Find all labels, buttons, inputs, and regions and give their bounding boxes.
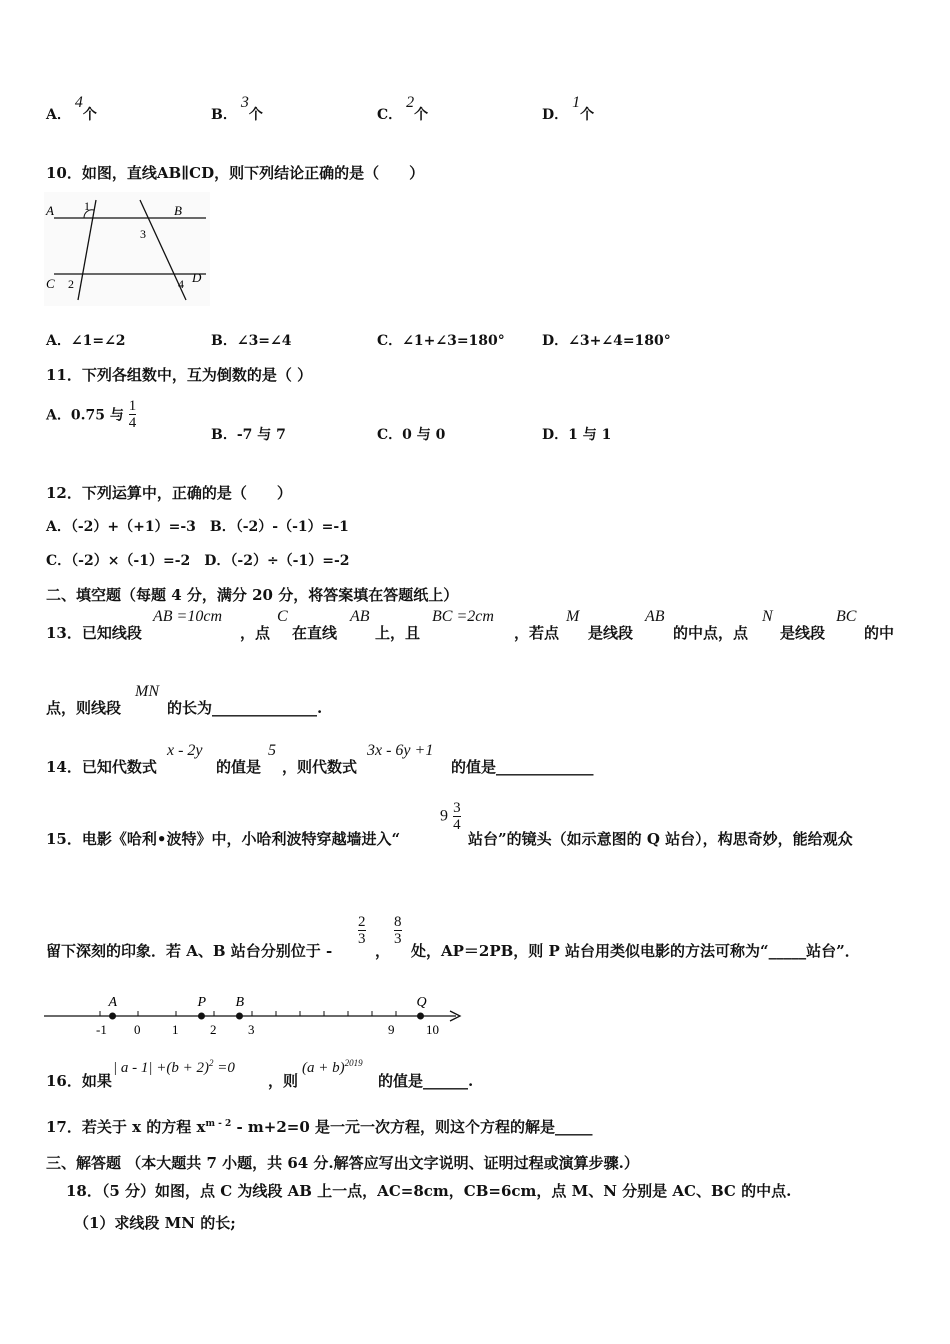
label-d: D (192, 270, 202, 285)
q13-line2-m: MN (135, 683, 159, 700)
q12-options-line2: C．（-2）×（-1）=-2 D．（-2）÷（-1）=-2 (46, 553, 350, 569)
label-angle4: 4 (178, 277, 184, 291)
number-line-point-label: A (108, 995, 118, 1010)
q16-m2: $(a + b)^{2019}$ (302, 1058, 363, 1076)
q15-fraction-b: 8 3 (394, 914, 402, 947)
number-line-point (236, 1013, 243, 1020)
q15-line2-a: 留下深刻的印象．若 A、B 站台分别位于 - (46, 942, 333, 960)
q11-option-b: B．-7 与 7 (211, 427, 286, 443)
q13-m4: BC =2cm (432, 608, 494, 625)
number-line-tick-label: 1 (172, 1022, 179, 1037)
q13-m2: C (277, 608, 288, 625)
number-line-point (417, 1013, 424, 1020)
q13-m8: BC (836, 608, 857, 625)
q15-number-line (40, 990, 470, 1040)
q13-t8: 是线段 (780, 624, 826, 642)
q16-t3: 的值是______. (378, 1072, 474, 1090)
number-line-point (198, 1013, 205, 1020)
q15-t2: 站台”的镜头（如示意图的 Q 站台），构思奇妙，能给观众 (468, 830, 853, 848)
q14-t1: 14．已知代数式 (46, 758, 157, 776)
q14-m2: 5 (268, 742, 276, 759)
number-line-point-label: P (197, 995, 207, 1010)
q10-option-a: A．∠1=∠2 (46, 333, 126, 349)
q15-line2-b: 处，AP＝2PB，则 P 站台用类似电影的方法可称为“_____站台”． (411, 942, 860, 960)
q15-t1: 15．电影《哈利•波特》中，小哈利波特穿越墙进入“ (46, 830, 401, 848)
q16-m1: | $a - 1| +(b + 2)^2 =0$ (113, 1058, 235, 1076)
label-angle2: 2 (68, 277, 74, 291)
q11-option-c: C．0 与 0 (377, 427, 446, 443)
q13-m1: AB =10cm (153, 608, 222, 625)
q16-t2: ，则 (268, 1072, 299, 1090)
q9-option-d: D．1个 (542, 94, 595, 123)
q13-t1: 13．已知线段 (46, 624, 142, 642)
q10-option-c: C．∠1+∠3=180° (377, 333, 505, 349)
number-line-tick-label: 2 (210, 1022, 217, 1037)
q13-line2-b: 的长为______________. (167, 699, 323, 717)
q13-t9: 的中 (864, 624, 895, 642)
section2-heading: 二、填空题（每题 4 分，满分 20 分，将答案填在答题纸上） (46, 586, 459, 604)
q17-line: 17．若关于 x 的方程 $x^{m - 2} - m+2=0$ 是一元一次方程，则这个方程的解是_____ (46, 1118, 593, 1136)
q11-stem: 11．下列各组数中，互为倒数的是（ ） (46, 366, 313, 384)
q18-stem: 18．（5 分）如图，点 C 为线段 AB 上一点，AC=8cm，CB=6cm，点 M、N 分别是 AC、BC 的中点. (66, 1182, 792, 1200)
q11-option-d: D．1 与 1 (542, 427, 612, 443)
q14-t4: 的值是_____________ (451, 758, 594, 776)
q13-t6: 是线段 (588, 624, 634, 642)
q13-m3: AB (350, 608, 370, 625)
label-c: C (46, 276, 55, 291)
number-line-point-label: Q (416, 995, 427, 1010)
label-angle3: 3 (140, 227, 146, 241)
q9-option-c: C．2个 (377, 94, 429, 123)
number-line-tick-label: 0 (134, 1022, 141, 1037)
q14-m1: x - 2y (167, 742, 203, 759)
number-line-ticks (96, 1011, 439, 1037)
q13-m5: M (566, 608, 580, 625)
label-a: A (46, 203, 54, 218)
number-line-tick-label: 3 (248, 1022, 255, 1037)
number-line-point (109, 1013, 116, 1020)
q9-option-a: A．4个 (46, 94, 97, 123)
q11-fraction: $\frac{1}{4}$ (128, 398, 137, 431)
q13-line2-a: 点，则线段 (46, 699, 122, 717)
q14-m3: 3x - 6y +1 (367, 742, 434, 759)
label-angle1: 1 (84, 199, 90, 213)
q12-stem: 12．下列运算中，正确的是（ ） (46, 484, 292, 502)
q13-m7: N (762, 608, 773, 625)
q10-figure (44, 192, 210, 306)
number-line-tick-label: 9 (388, 1022, 395, 1037)
number-line-point-label: B (235, 995, 245, 1010)
q15-mixed-number: 9 $\frac{3}{4}$ (440, 800, 461, 833)
q18-sub1: （1）求线段 MN 的长; (74, 1214, 236, 1232)
q13-t5: ，若点 (514, 624, 560, 642)
q11-option-a: A．0.75 与 $\frac{1}{4}$ (46, 398, 137, 431)
q13-t7: 的中点，点 (673, 624, 749, 642)
q13-t2: ，点 (240, 624, 271, 642)
section3-heading: 三、解答题 （本大题共 7 小题，共 64 分.解答应写出文字说明、证明过程或演算步骤.） (46, 1154, 639, 1172)
q13-t3: 在直线 (292, 624, 338, 642)
number-line-tick-label: -1 (96, 1022, 107, 1037)
q13-m6: AB (645, 608, 665, 625)
q14-t2: 的值是 (216, 758, 262, 776)
q10-stem: 10．如图，直线AB∥CD，则下列结论正确的是（ ） (46, 164, 425, 182)
q12-options-line1: A．（-2）+（+1）=-3 B．（-2）-（-1）=-1 (46, 519, 349, 535)
label-b: B (174, 203, 182, 218)
q10-option-b: B．∠3=∠4 (211, 333, 292, 349)
q10-option-d: D．∠3+∠4=180° (542, 333, 671, 349)
q15-line2-sep: ， (375, 942, 391, 960)
q16-t1: 16．如果 (46, 1072, 112, 1090)
q9-option-b: B．3个 (211, 94, 263, 123)
q14-t3: ，则代数式 (282, 758, 358, 776)
q13-t4: 上，且 (375, 624, 421, 642)
q15-fraction-a: 2 3 (358, 914, 366, 947)
number-line-tick-label: 10 (426, 1022, 439, 1037)
